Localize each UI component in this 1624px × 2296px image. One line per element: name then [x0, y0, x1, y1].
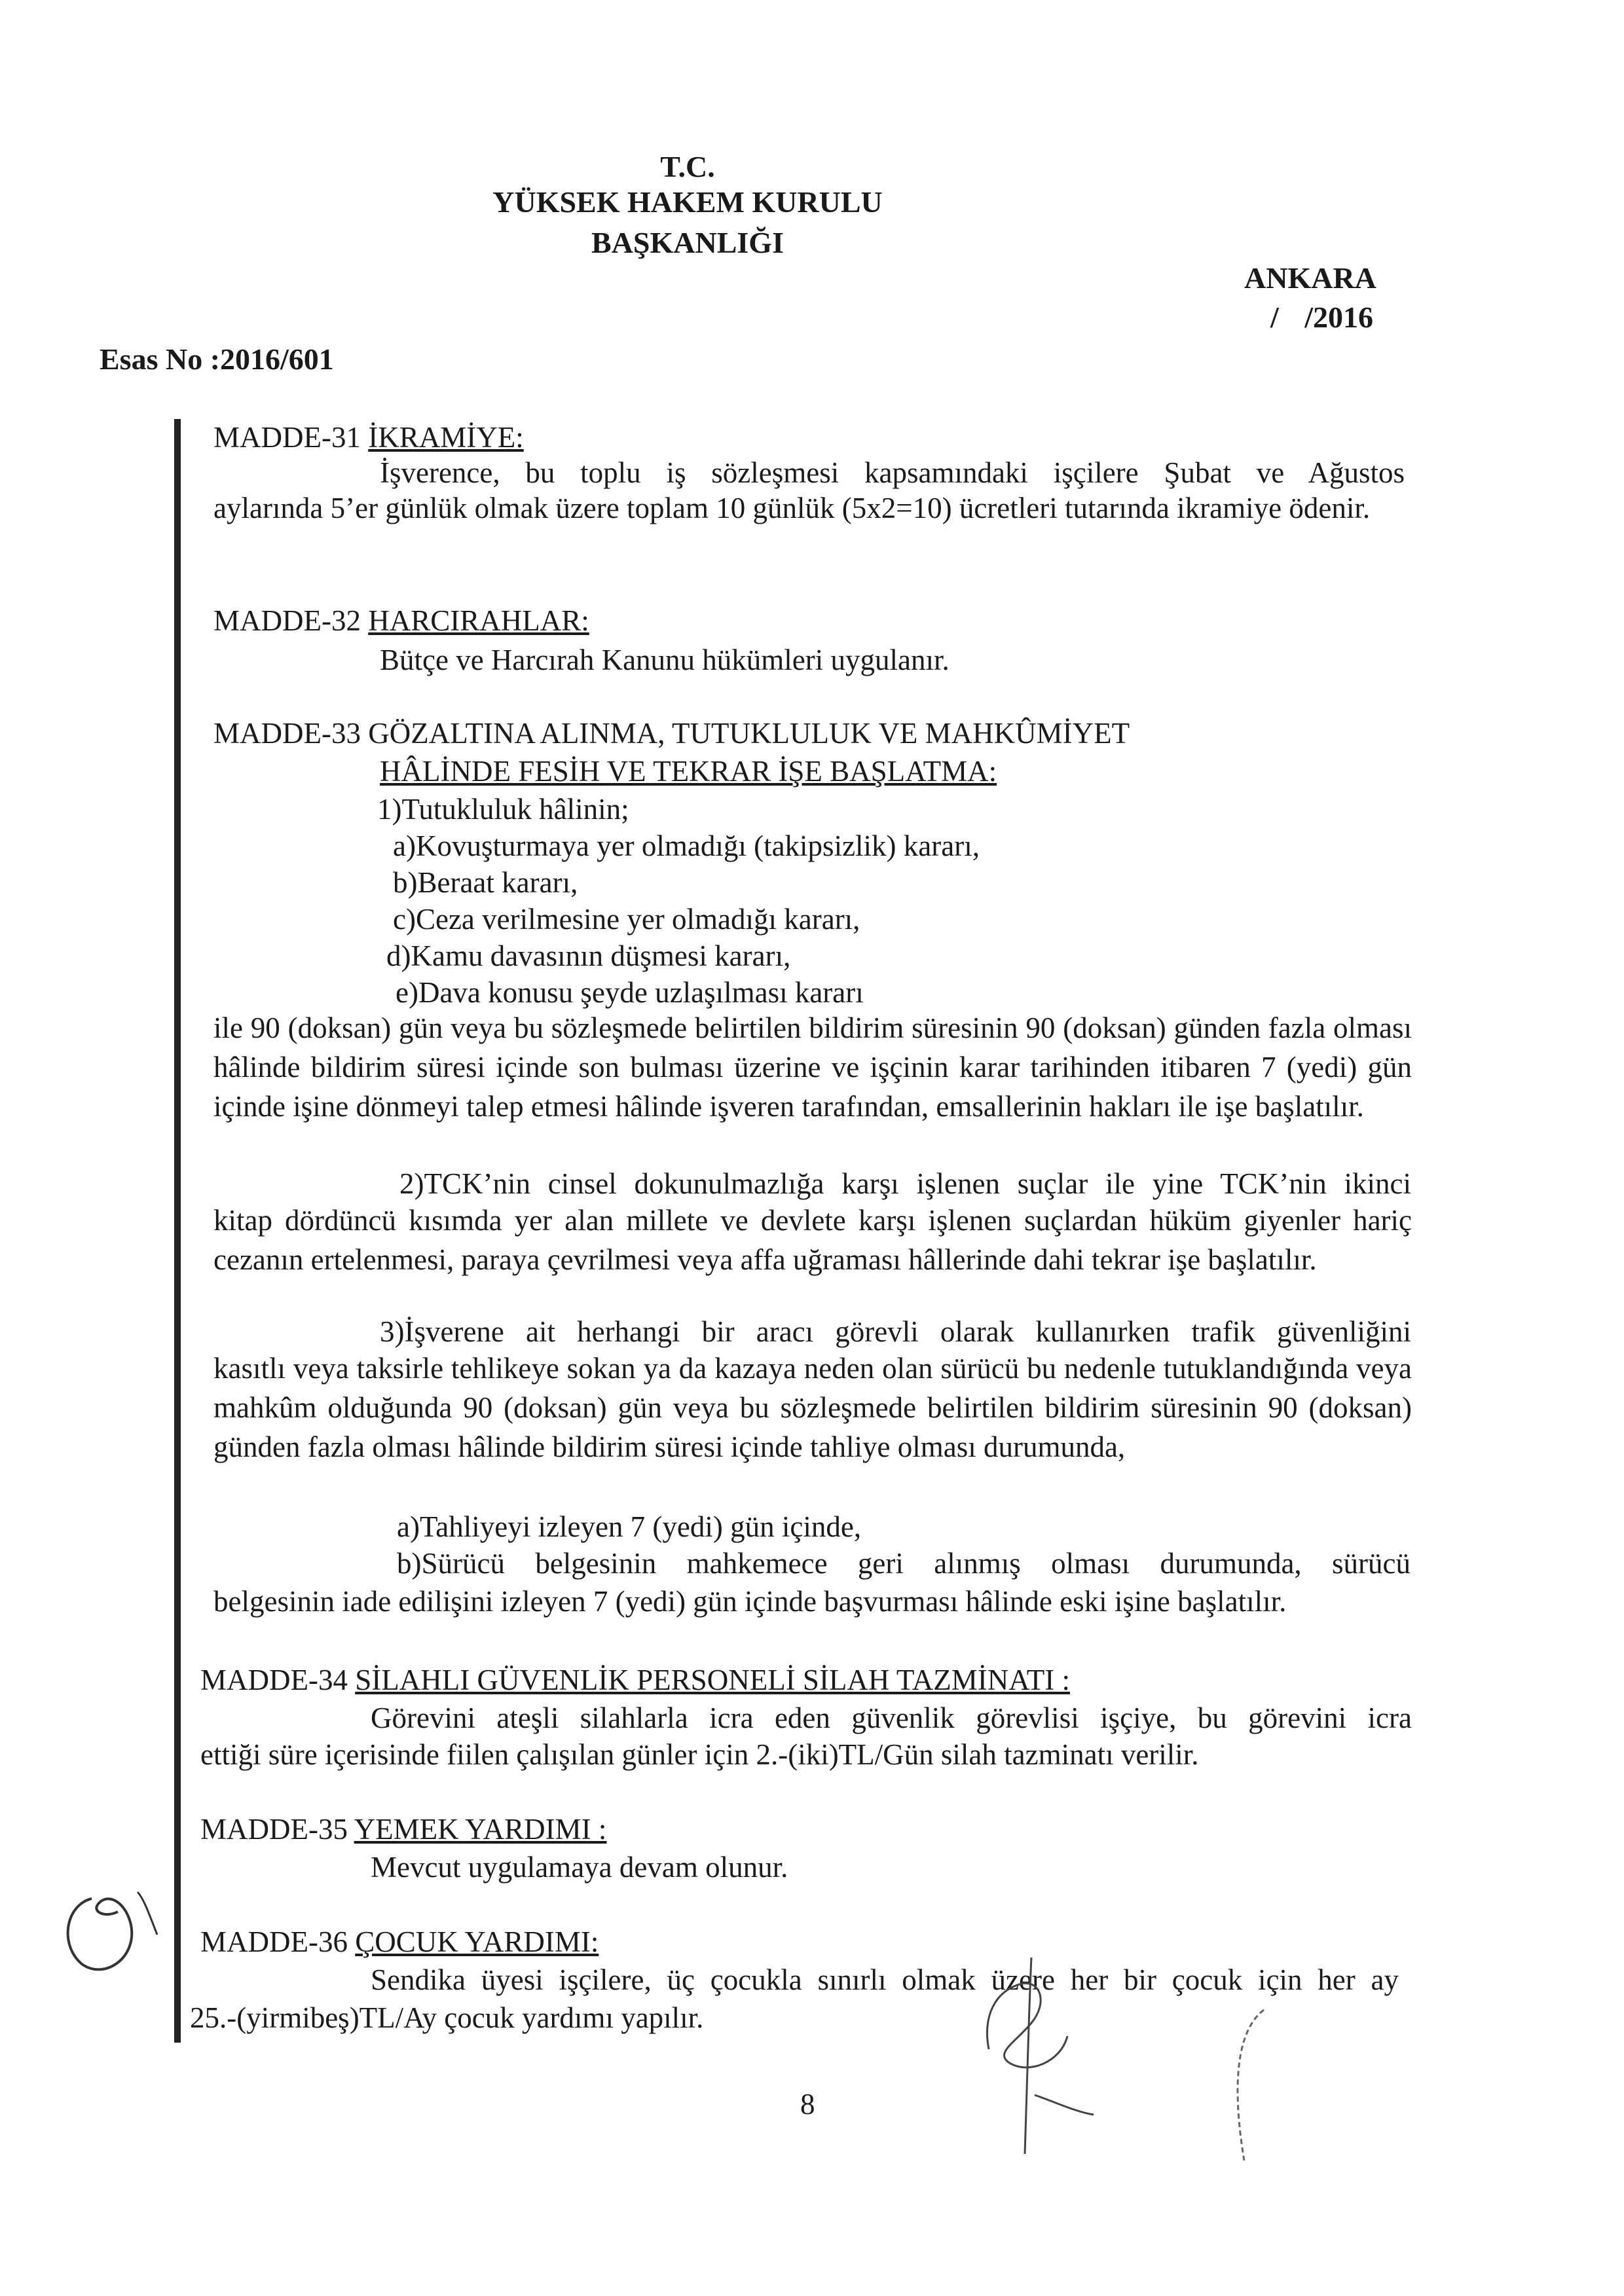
article-33-item-3-text: kasıtlı veya taksirle tehlikeye sokan ya da kazaya neden olan sürücü bu nedenle tutuklandığında veya mahkûm olduğunda 90 (doksan) gün veya bu sözleşmede belirtilen bildirim süresinin 90 (doksan) günden fazla olması hâlinde bildirim süresi içinde tahliye olması durumunda, [213, 1352, 1412, 1463]
header-presidency: BAŞKANLIĞI [591, 226, 784, 259]
article-33-title-line1: GÖZALTINA ALINMA, TUTUKLULUK VE MAHKÛMİYET [368, 717, 1130, 750]
initial-mark [1218, 2003, 1297, 2174]
margin-bar [174, 419, 181, 2043]
article-33-item-1b: b)Beraat kararı, [393, 866, 578, 899]
article-35-number: MADDE-35 [200, 1813, 348, 1846]
article-33-item-1-text: ile 90 (doksan) gün veya bu sözleşmede belirtilen bildirim süresinin 90 (doksan) günden fazla olması hâlinde bildirim süresi içinde son bulması üzerine ve işçinin karar tarihinden itibaren 7 (yedi) gün içinde işine dönmeyi talep etmesi hâlinde işveren tarafından, emsallerinin hakları ile işe başlatılır. [213, 1011, 1412, 1123]
header-institution: YÜKSEK HAKEM KURULU [492, 185, 883, 219]
article-35-text: Mevcut uygulamaya devam olunur. [371, 1851, 788, 1884]
article-33-item-1a: a)Kovuşturmaya yer olmadığı (takipsizlik) kararı, [393, 829, 980, 862]
article-32-title: HARCIRAHLAR: [368, 604, 589, 637]
article-36-text: 25.-(yirmibeş)TL/Ay çocuk yardımı yapılır. [190, 2001, 704, 2034]
article-36-line1: Sendika üyesi işçilere, üç çocukla sınırlı olmak üzere her bir çocuk için her ay [371, 1963, 1399, 1996]
article-33-item-2-line1: 2)TCK’nin cinsel dokunulmazlığa karşı işlenen suçlar ile yine TCK’nin ikinci [399, 1167, 1411, 1200]
article-31-heading [213, 418, 524, 457]
article-31-number: MADDE-31 [213, 421, 361, 454]
article-34-text: ettiği süre içerisinde fiilen çalışılan günler için 2.-(iki)TL/Gün silah tazminatı verilir. [200, 1738, 1199, 1771]
article-31-line1: İşverence, bu toplu iş sözleşmesi kapsamındaki işçilere Şubat ve Ağustos [380, 456, 1405, 489]
header-tc: T.C. [660, 150, 715, 183]
article-33-title-line2: HÂLİNDE FESİH VE TEKRAR İŞE BAŞLATMA: [380, 755, 997, 788]
case-number: Esas No :2016/601 [100, 342, 334, 376]
article-33-item-1d: d)Kamu davasının düşmesi kararı, [386, 939, 791, 972]
article-33-item-3b-text: belgesinin iade edilişini izleyen 7 (yedi) gün içinde başvurması hâlinde eski işine başlatılır. [213, 1585, 1287, 1618]
article-33-heading [213, 714, 1130, 753]
article-36-heading [200, 1922, 599, 1961]
article-33-number: MADDE-33 [213, 717, 361, 750]
article-34-line1: Görevini ateşli silahlarla icra eden güvenlik görevlisi işçiye, bu görevini icra [371, 1702, 1412, 1734]
article-33-item-3b-line1: b)Sürücü belgesinin mahkemece geri alınmış olması durumunda, sürücü [397, 1547, 1411, 1580]
signature [969, 1938, 1113, 2160]
article-33-item-1c: c)Ceza verilmesine yer olmadığı kararı, [393, 903, 860, 936]
handwritten-mark-left [46, 1872, 177, 1990]
article-33-item-2-text: kitap dördüncü kısımda yer alan millete ve devlete karşı işlenen suçlardan hüküm giyenler hariç cezanın ertelenmesi, paraya çevrilmesi veya affa uğraması hâllerinde dahi tekrar işe başlatılır. [213, 1204, 1412, 1276]
article-34-number: MADDE-34 [200, 1664, 348, 1696]
article-33-item-3a: a)Tahliyeyi izleyen 7 (yedi) gün içinde, [397, 1510, 862, 1543]
article-33-item-3-line1: 3)İşverene ait herhangi bir aracı görevli olarak kullanırken trafik güvenliğini [380, 1315, 1411, 1348]
article-31-title: İKRAMİYE: [368, 421, 524, 454]
article-32-text: Bütçe ve Harcırah Kanunu hükümleri uygulanır. [380, 644, 950, 676]
article-34-heading [200, 1660, 1070, 1700]
article-32-number: MADDE-32 [213, 604, 361, 637]
article-36-number: MADDE-36 [200, 1925, 348, 1958]
header-city: ANKARA [1244, 261, 1376, 295]
article-31-text: aylarında 5’er günlük olmak üzere toplam 10 günlük (5x2=10) ücretleri tutarında ikramiye ödenir. [213, 492, 1371, 524]
article-33-item-1e: e)Dava konusu şeyde uzlaşılması kararı [396, 976, 864, 1009]
article-35-title: YEMEK YARDIMI : [354, 1813, 607, 1846]
article-36-title: ÇOCUK YARDIMI: [355, 1925, 599, 1958]
article-33-item-1: 1)Tutukluluk hâlinin; [377, 793, 629, 826]
page-number: 8 [800, 2088, 815, 2121]
article-35-heading [200, 1810, 606, 1849]
article-34-title: SİLAHLI GÜVENLİK PERSONELİ SİLAH TAZMİNATI : [355, 1664, 1070, 1696]
header-date: / /2016 [1270, 301, 1374, 334]
article-32-heading [213, 601, 589, 640]
